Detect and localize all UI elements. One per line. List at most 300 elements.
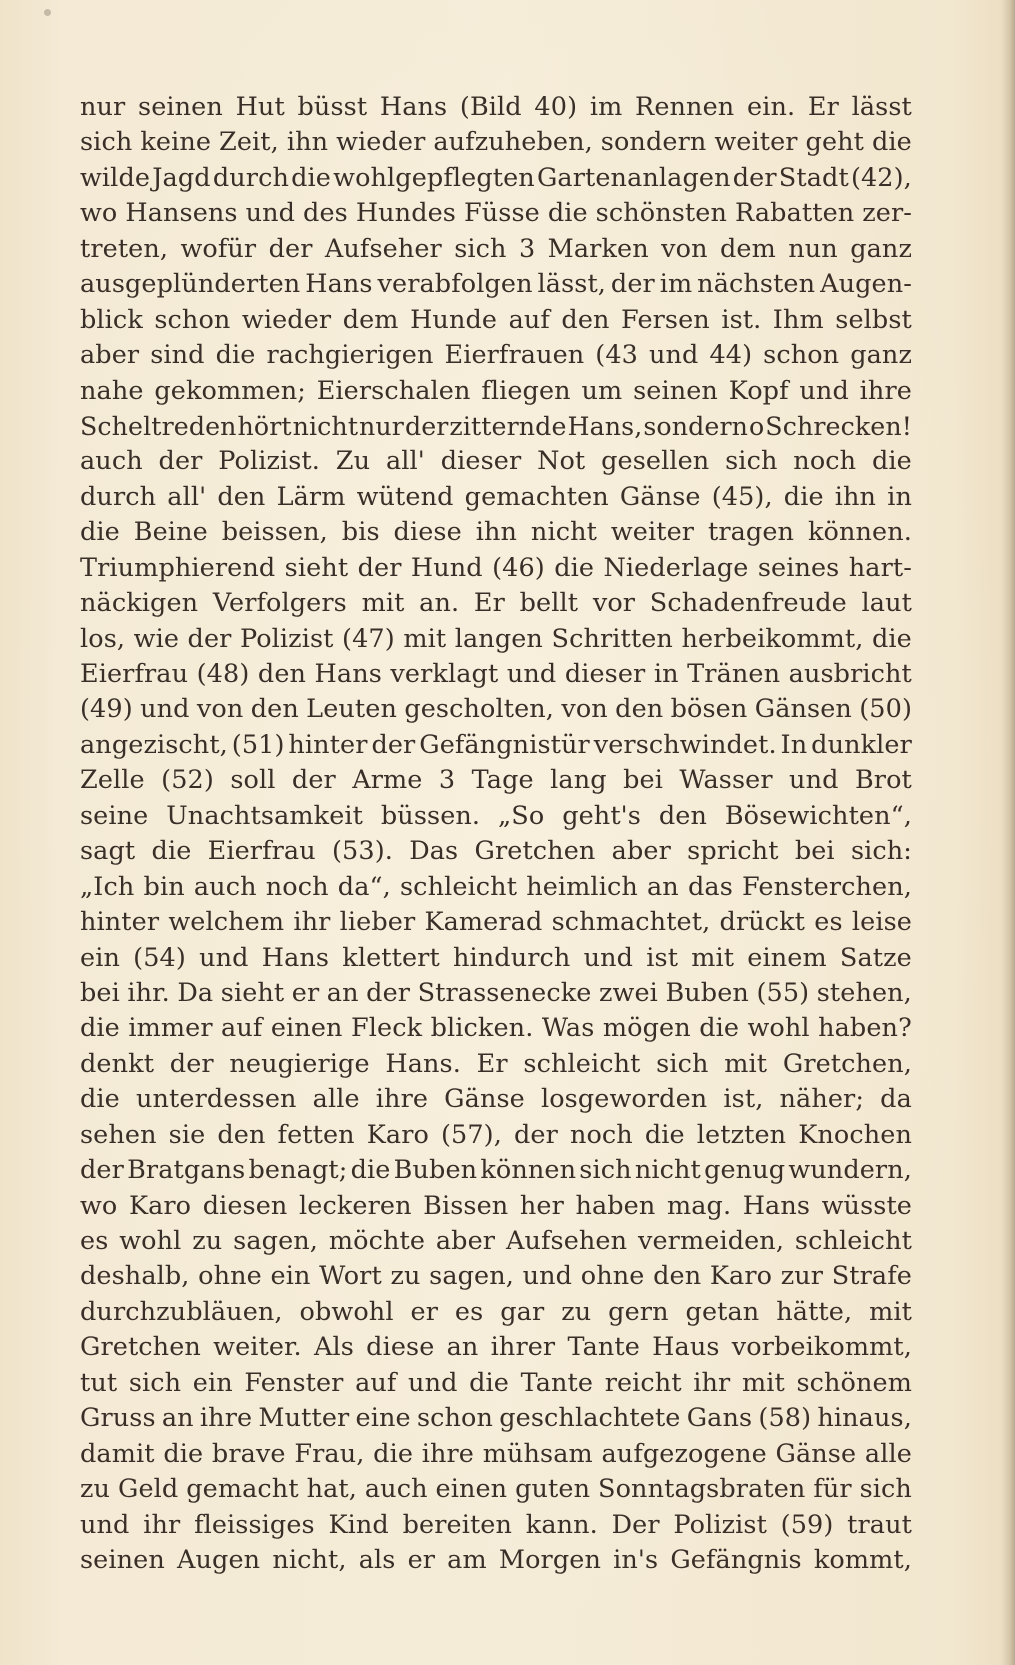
word: nahe bbox=[80, 375, 144, 406]
word: die bbox=[644, 1119, 685, 1150]
word: hinter bbox=[80, 907, 160, 938]
word: näher; bbox=[779, 1084, 865, 1115]
word: sondern bbox=[600, 127, 707, 158]
word: wütend bbox=[356, 481, 454, 512]
word: aber bbox=[80, 340, 140, 371]
word: (42), bbox=[850, 162, 912, 193]
word: sich bbox=[80, 127, 133, 158]
word: mag. bbox=[666, 1190, 732, 1221]
text-line bbox=[80, 267, 912, 302]
word: keine bbox=[140, 127, 212, 158]
word: dieser bbox=[440, 446, 522, 477]
word: sehen bbox=[80, 1119, 157, 1150]
word: all' bbox=[385, 446, 425, 477]
word: Gretchen bbox=[474, 836, 596, 867]
word: Kamerad bbox=[424, 907, 543, 938]
word: an bbox=[446, 1332, 479, 1363]
word: die bbox=[872, 446, 912, 477]
word: sind bbox=[150, 340, 205, 371]
text-line bbox=[80, 444, 912, 479]
word: genug bbox=[704, 1155, 786, 1186]
word: Augen- bbox=[820, 269, 912, 300]
word: wieder bbox=[241, 304, 332, 335]
word: Satze bbox=[839, 942, 912, 973]
word: ist. bbox=[721, 304, 762, 335]
word: geschlachtete bbox=[499, 1403, 681, 1434]
word: an bbox=[326, 977, 359, 1008]
word: an bbox=[647, 871, 679, 902]
word: blick bbox=[80, 304, 143, 335]
text-line bbox=[80, 1047, 912, 1082]
word: Polizist bbox=[673, 1509, 767, 1540]
word: immer bbox=[128, 1013, 213, 1044]
word: hört bbox=[237, 411, 292, 441]
word: seine bbox=[80, 800, 149, 831]
word: an bbox=[161, 1403, 194, 1434]
word: der bbox=[513, 1119, 558, 1150]
word: schleicht bbox=[794, 1226, 912, 1256]
word: Bissen bbox=[423, 1190, 509, 1221]
word: haben bbox=[575, 1190, 656, 1221]
word: den bbox=[250, 694, 299, 725]
word: Er bbox=[807, 92, 839, 122]
word: Karo bbox=[709, 1261, 773, 1292]
word: bei bbox=[80, 977, 120, 1008]
word: stehen, bbox=[816, 977, 912, 1008]
text-line bbox=[80, 515, 912, 550]
word: Knochen bbox=[798, 1119, 912, 1150]
page-edge-shadow bbox=[1001, 0, 1015, 1665]
word: der bbox=[404, 411, 449, 441]
word: Bösewichten“, bbox=[724, 800, 912, 831]
word: die bbox=[80, 517, 120, 548]
word: er bbox=[407, 1544, 436, 1575]
word: (55) bbox=[756, 977, 810, 1008]
word: Buben bbox=[665, 977, 749, 1008]
word: hinter bbox=[288, 729, 368, 760]
word: sondern bbox=[643, 411, 749, 441]
word: einen bbox=[270, 1013, 343, 1044]
word: der bbox=[357, 552, 402, 583]
text-line bbox=[80, 1543, 912, 1578]
word: (47) bbox=[342, 623, 395, 654]
word: weiter bbox=[714, 127, 798, 158]
word: mühsam bbox=[482, 1438, 593, 1469]
word: Gänsen bbox=[754, 694, 852, 725]
word: aufzuheben, bbox=[433, 127, 593, 158]
word: dieser bbox=[564, 659, 646, 689]
word: mit bbox=[403, 623, 447, 654]
word: (54) bbox=[133, 942, 186, 973]
word: geht's bbox=[562, 800, 641, 831]
text-line bbox=[80, 1189, 912, 1224]
word: und bbox=[789, 765, 839, 796]
word: die bbox=[373, 1438, 414, 1469]
word: Hund bbox=[410, 552, 483, 583]
word: „So bbox=[497, 800, 545, 831]
word: dem bbox=[719, 233, 776, 264]
word: den bbox=[653, 1261, 702, 1292]
word: Aufsehen bbox=[505, 1226, 628, 1256]
word: mögen bbox=[602, 1013, 691, 1044]
word: Beine bbox=[133, 517, 208, 548]
text-line bbox=[80, 196, 912, 231]
word: die bbox=[547, 198, 588, 229]
word: im bbox=[659, 269, 693, 300]
word: der bbox=[610, 269, 655, 300]
word: sieht bbox=[284, 552, 349, 583]
word: zur bbox=[780, 1261, 824, 1292]
word: die bbox=[80, 1013, 120, 1044]
word: der bbox=[169, 1048, 214, 1079]
word: Triumphierend bbox=[80, 552, 276, 583]
word: er bbox=[291, 977, 320, 1008]
text-line bbox=[80, 799, 912, 834]
word: lässt bbox=[851, 92, 912, 122]
word: drückt bbox=[719, 907, 806, 938]
word: (59) bbox=[780, 1509, 834, 1540]
word: Da bbox=[177, 977, 214, 1008]
word: sieht bbox=[220, 977, 285, 1008]
word: mit bbox=[869, 1296, 912, 1327]
word: wo bbox=[80, 198, 118, 229]
word: Hans. bbox=[385, 1048, 461, 1079]
word: ihn bbox=[286, 127, 329, 158]
word: Mutter bbox=[258, 1403, 350, 1434]
text-line bbox=[80, 1295, 912, 1330]
word: wilde bbox=[80, 162, 151, 193]
word: einen bbox=[435, 1474, 508, 1505]
word: seinen bbox=[138, 92, 223, 122]
text-line bbox=[80, 1437, 912, 1472]
word: sagt bbox=[80, 836, 136, 867]
text-line bbox=[80, 480, 912, 515]
word: angezischt, bbox=[80, 729, 228, 760]
word: Gans bbox=[686, 1403, 753, 1434]
word: schon bbox=[763, 340, 840, 371]
word: wie bbox=[133, 623, 180, 654]
word: der bbox=[366, 977, 411, 1008]
paper-speck bbox=[44, 9, 51, 16]
word: blicken. bbox=[430, 1013, 534, 1044]
word: die bbox=[699, 1013, 740, 1044]
word: langen bbox=[454, 623, 543, 654]
word: den bbox=[658, 800, 707, 831]
word: gern bbox=[608, 1296, 669, 1327]
word: gekommen; bbox=[154, 375, 306, 406]
word: In bbox=[780, 729, 808, 760]
word: von bbox=[561, 694, 608, 725]
word: geht bbox=[805, 127, 865, 158]
word: Tage bbox=[471, 765, 534, 796]
word: die bbox=[80, 1084, 120, 1115]
word: näckigen bbox=[80, 588, 199, 619]
text-line bbox=[80, 657, 912, 692]
word: noch bbox=[793, 446, 857, 477]
word: 3 bbox=[518, 233, 536, 264]
text-line bbox=[80, 941, 912, 976]
word: spricht bbox=[687, 836, 779, 867]
word: von bbox=[196, 694, 244, 725]
word: zu bbox=[390, 1261, 421, 1292]
word: Tante bbox=[567, 1332, 640, 1363]
word: zu bbox=[561, 1296, 592, 1327]
word: sich bbox=[454, 233, 507, 264]
word: reicht bbox=[604, 1367, 682, 1398]
word: hätte, bbox=[776, 1296, 853, 1327]
word: (53). bbox=[332, 836, 393, 867]
word: Gänse bbox=[444, 1084, 525, 1115]
word: gesellen bbox=[601, 446, 710, 477]
word: Verfolgers bbox=[212, 588, 347, 619]
word: Zelle bbox=[80, 765, 145, 796]
word: los, bbox=[80, 623, 126, 654]
text-line bbox=[80, 1082, 912, 1117]
word: Gretchen, bbox=[782, 1048, 912, 1079]
word: Was bbox=[541, 1013, 595, 1044]
word: sich bbox=[725, 446, 778, 477]
word: zitternde bbox=[449, 411, 567, 441]
text-line bbox=[80, 586, 912, 621]
word: einem bbox=[747, 942, 827, 973]
word: die bbox=[291, 162, 331, 193]
word: Aufseher bbox=[324, 233, 442, 264]
word: deshalb, bbox=[80, 1261, 190, 1292]
word: und bbox=[80, 1509, 130, 1540]
word: Strassenecke bbox=[417, 977, 592, 1008]
word: Zeit, bbox=[219, 127, 279, 158]
word: ihre bbox=[199, 1403, 253, 1434]
word: weiter. bbox=[213, 1332, 302, 1363]
word: um bbox=[581, 375, 623, 406]
word: bin bbox=[143, 871, 185, 902]
word: bellt bbox=[519, 588, 579, 619]
word: getan bbox=[685, 1296, 760, 1327]
word: (46) bbox=[492, 552, 545, 583]
text-line bbox=[80, 870, 912, 905]
word: verschwindet. bbox=[593, 729, 777, 760]
word: durch bbox=[212, 162, 289, 193]
word: weiter bbox=[610, 517, 695, 548]
word: der bbox=[187, 623, 232, 654]
word: büsst bbox=[297, 92, 368, 122]
word: lässt, bbox=[537, 269, 606, 300]
word: und bbox=[648, 340, 699, 371]
word: Hunde bbox=[410, 304, 498, 335]
word: wundern, bbox=[788, 1155, 912, 1186]
word: auf bbox=[508, 304, 550, 335]
word: Gartenanlagen bbox=[536, 162, 731, 193]
word: letzten bbox=[696, 1119, 787, 1150]
text-line bbox=[80, 1472, 912, 1507]
word: (58) bbox=[758, 1403, 812, 1434]
word: Rennen bbox=[635, 92, 735, 122]
word: ausgeplünderten bbox=[80, 269, 301, 300]
word: wofür bbox=[180, 233, 257, 264]
word: nur bbox=[80, 92, 126, 122]
word: ihr bbox=[293, 907, 331, 938]
word: ausbricht bbox=[788, 659, 912, 689]
word: Unachtsamkeit bbox=[166, 800, 364, 831]
word: diese bbox=[393, 517, 462, 548]
word: Kopf bbox=[728, 375, 789, 406]
word: Wort bbox=[319, 1261, 382, 1292]
text-line bbox=[80, 551, 912, 586]
word: „Ich bbox=[80, 871, 135, 902]
word: aber bbox=[435, 1226, 496, 1256]
word: ihre bbox=[859, 375, 912, 406]
word: da“, bbox=[337, 871, 391, 902]
text-line bbox=[80, 1153, 912, 1188]
word: und bbox=[199, 942, 249, 973]
word: nur bbox=[359, 411, 404, 441]
word: Kind bbox=[328, 1509, 389, 1540]
word: traut bbox=[847, 1509, 912, 1540]
word: (57), bbox=[440, 1119, 502, 1150]
word: Fensterchen, bbox=[742, 871, 912, 902]
word: Karo bbox=[366, 1119, 429, 1150]
word: Leuten bbox=[306, 694, 397, 725]
word: leise bbox=[851, 907, 912, 938]
word: ihrer bbox=[490, 1332, 556, 1363]
word: Fleck bbox=[350, 1013, 423, 1044]
word: die bbox=[215, 340, 256, 371]
word: Eierfrau bbox=[80, 659, 189, 689]
word: diese bbox=[366, 1332, 435, 1363]
word: Er bbox=[473, 588, 505, 619]
word: Der bbox=[611, 1509, 660, 1540]
word: heimlich bbox=[526, 871, 638, 902]
word: Fenster bbox=[244, 1367, 344, 1398]
word: her bbox=[519, 1190, 564, 1221]
word: Schrecken! bbox=[765, 411, 912, 441]
word: treten, bbox=[80, 233, 169, 264]
word: laut bbox=[861, 588, 912, 619]
word: Hansens bbox=[125, 198, 238, 229]
word: auch bbox=[364, 1474, 428, 1505]
text-line bbox=[80, 161, 912, 196]
word: büssen. bbox=[380, 800, 481, 831]
word: hindurch bbox=[452, 942, 571, 973]
word: der bbox=[732, 162, 777, 193]
text-line bbox=[80, 763, 912, 798]
word: fleissiges bbox=[194, 1509, 315, 1540]
word: der bbox=[268, 233, 313, 264]
word: ganz bbox=[850, 233, 912, 264]
word: beissen, bbox=[221, 517, 328, 548]
word: ohne bbox=[198, 1261, 262, 1292]
text-line bbox=[80, 622, 912, 657]
word: sich bbox=[656, 1048, 709, 1079]
text-line bbox=[80, 692, 912, 727]
word: nicht bbox=[292, 411, 359, 441]
word: zu bbox=[192, 1226, 223, 1256]
word: Brot bbox=[854, 765, 912, 796]
text-line bbox=[80, 1508, 912, 1543]
word: brave bbox=[211, 1438, 286, 1469]
word: Marken bbox=[547, 233, 649, 264]
word: Haus bbox=[652, 1332, 720, 1363]
word: ist bbox=[646, 942, 679, 973]
word: das bbox=[687, 871, 733, 902]
word: Hans bbox=[379, 92, 448, 122]
word: (51) bbox=[231, 729, 285, 760]
word: lieber bbox=[339, 907, 416, 938]
word: hat, bbox=[306, 1474, 357, 1505]
word: Gefängnistür bbox=[419, 729, 590, 760]
word: dunkler bbox=[811, 729, 912, 760]
word: den bbox=[561, 304, 610, 335]
word: die bbox=[872, 127, 912, 158]
word: zwei bbox=[599, 977, 658, 1008]
word: Karo bbox=[128, 1190, 192, 1221]
text-line bbox=[80, 976, 912, 1011]
word: Niederlage bbox=[603, 552, 749, 583]
word: nicht, bbox=[272, 1544, 347, 1575]
word: lang bbox=[550, 765, 607, 796]
word: durchzubläuen, bbox=[80, 1296, 283, 1327]
text-line bbox=[80, 1118, 912, 1153]
word: es bbox=[814, 907, 843, 938]
word: schmachtet, bbox=[551, 907, 711, 938]
word: bei bbox=[794, 836, 835, 867]
word: aufgezogene bbox=[601, 1438, 767, 1469]
word: seinen bbox=[633, 375, 718, 406]
word: dem bbox=[342, 304, 399, 335]
word: mit bbox=[724, 1048, 768, 1079]
word: in bbox=[887, 481, 912, 512]
word: bereiten bbox=[402, 1509, 513, 1540]
word: Scheltreden bbox=[80, 411, 237, 441]
word: in's bbox=[613, 1544, 659, 1575]
word: eine bbox=[355, 1403, 411, 1434]
word: fliegen bbox=[481, 375, 571, 406]
word: die bbox=[350, 1155, 391, 1186]
word: schönem bbox=[796, 1367, 912, 1398]
word: Strafe bbox=[831, 1261, 912, 1292]
word: bösen bbox=[670, 694, 748, 725]
word: Schadenfreude bbox=[649, 588, 847, 619]
word: ganz bbox=[850, 340, 912, 371]
text-line bbox=[80, 834, 912, 869]
word: auch bbox=[193, 871, 257, 902]
word: rachgierigen bbox=[266, 340, 434, 371]
word: ihr bbox=[693, 1367, 731, 1398]
text-line bbox=[80, 1259, 912, 1294]
word: diesen bbox=[202, 1190, 288, 1221]
word: sich bbox=[859, 1474, 912, 1505]
word: bis bbox=[341, 517, 380, 548]
word: Hundes bbox=[355, 198, 456, 229]
word: sich: bbox=[850, 836, 912, 867]
word: sagen, bbox=[429, 1261, 514, 1292]
word: tragen bbox=[707, 517, 795, 548]
word: Gefängnis bbox=[670, 1544, 802, 1575]
word: zu bbox=[80, 1474, 111, 1505]
word: sie bbox=[168, 1119, 206, 1150]
word: Tante bbox=[520, 1367, 594, 1398]
word: ohne bbox=[580, 1261, 645, 1292]
word: von bbox=[661, 233, 708, 264]
word: wohl bbox=[119, 1226, 182, 1256]
word: Sonntagsbraten bbox=[598, 1474, 806, 1505]
word: und bbox=[245, 198, 296, 229]
word: seinen bbox=[80, 1544, 165, 1575]
word: sagen, bbox=[233, 1226, 318, 1256]
word: im bbox=[589, 92, 623, 122]
word: auf bbox=[221, 1013, 263, 1044]
word: können bbox=[480, 1155, 577, 1186]
